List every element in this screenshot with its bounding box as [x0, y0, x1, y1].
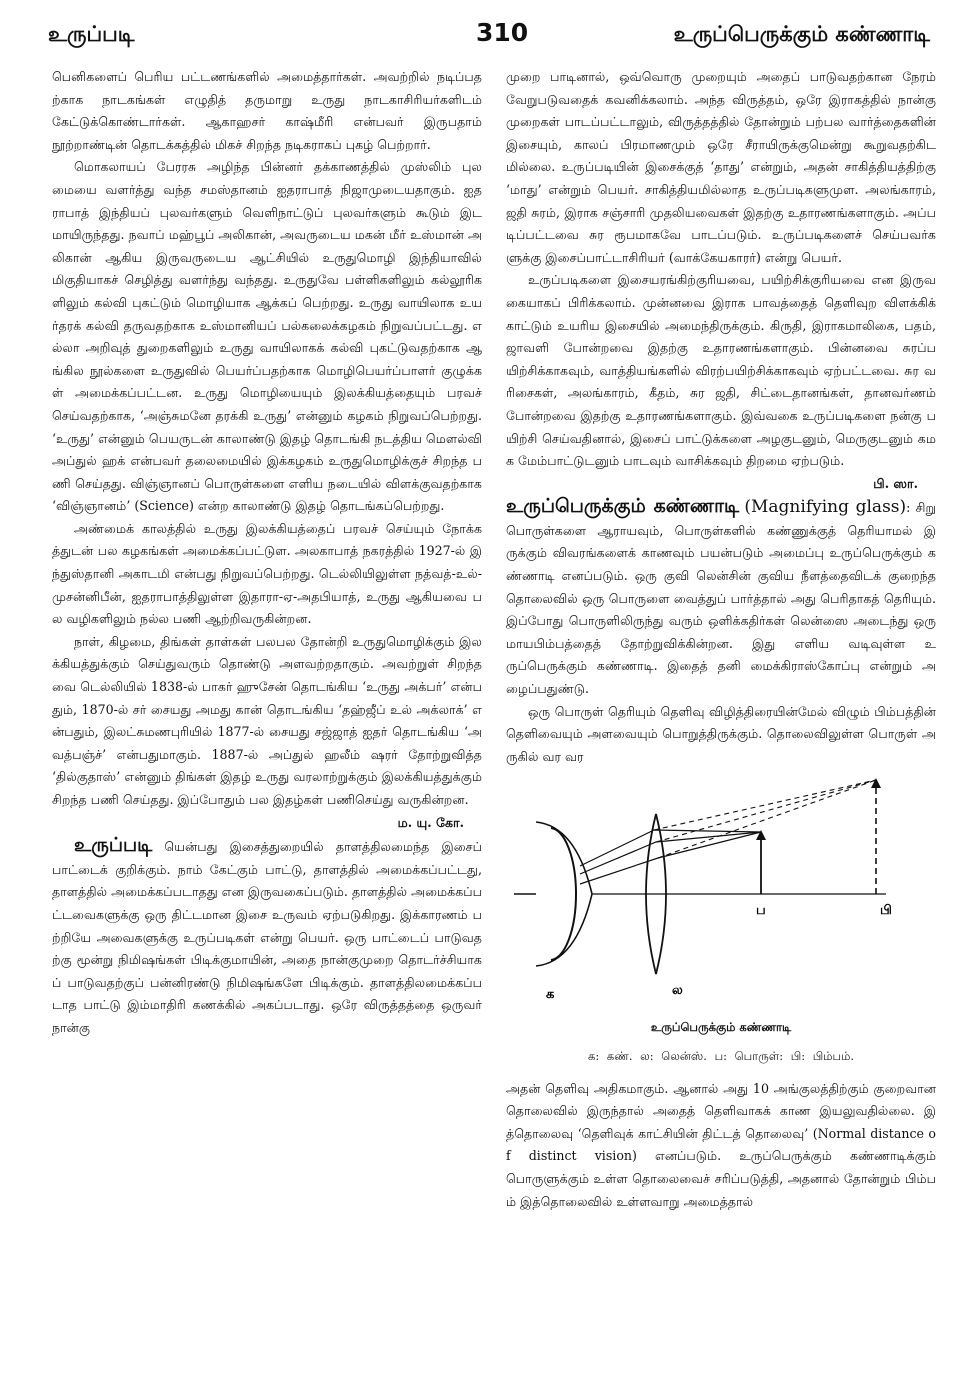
entry-heading: உருப்படி: [74, 834, 153, 857]
running-head-left: உருப்படி: [48, 22, 135, 46]
entry-heading: உருப்பெருக்கும் கண்ணாடி: [506, 495, 740, 518]
author-initials: பி. ஸா.: [873, 475, 918, 491]
eye-outline: [536, 822, 592, 966]
virtual-ray-3: [654, 780, 876, 830]
virtual-ray-2: [658, 780, 876, 858]
paragraph: அதன் தெளிவு அதிகமாகும். ஆனால் அது 10 அங்குலத்திற்கும் குறைவான தொலைவில் இருந்தால் அதைத் தெளிவாகக் காண இயலுவதில்லை. இத்தொலைவு ‘தெளிவுக் காட்சியின் திட்டத் தொலைவு’ (Normal distance of distinct vision) எனப்படும். உருப்பெருக்கும் கண்ணாடிக்கும் பொருளுக்கும் உள்ள தொலைவைச் சரிப்படுத்தி, அதனால் தோன்றும் பிம்பம் இத்தொலைவில் உள்ளவாறு அமைத்தால்: [506, 1080, 936, 1209]
ray-3: [580, 830, 761, 866]
author-initials: ம. யு. கோ.: [397, 814, 464, 830]
figure-title: உருப்பெருக்கும் கண்ணாடி: [650, 1020, 792, 1035]
entry-paragraph: [506, 495, 936, 700]
paragraph: ஒரு பொருள் தெரியும் தெளிவு விழித்திரையின்மேல் விழும் பிம்பத்தின் தெளிவையும் அளவையும் பொறுத்திருக்கும். தொலைவிலுள்ள பொருள் அருகில் வர வர: [506, 703, 936, 764]
entry-english-term: (Magnifying glass): [744, 497, 907, 518]
paragraph: உருப்படிகளை இசையரங்கிற்குரியவை, பயிற்சிக்குரியவை என இருவகையாகப் பிரிக்கலாம். முன்னவை இராக பாவத்தைத் தெளிவுற விளக்கிக் காட்டும் உயரிய இசையில் அமைந்திருக்கும். கிருதி, இராகமாலிகை, பதம், ஜாவளி போன்றவை இதற்கு உதாரணங்களாகும். பின்னவை சுரப்பயிற்சிக்காகவும், வாத்தியங்களில் விரற்பயிற்சிக்காகவும் ஏற்பட்டவை. சுர வரிசைகள், அலங்காரம், கீதம், சுர ஜதி, சிட்டைதானங்கள், தானவர்ணம் போன்றவை இதற்கு உதாரணங்களாகும். இவ்வகை உருப்படிகளை நன்கு பயிற்சி செய்வதினால், இசைப் பாட்டுக்களை அழகுடனும், மெருகுடனும் கமக மேம்பாட்டுடனும் பாடவும் வாசிக்கவும் திறமை ஏற்படும்.: [506, 272, 936, 469]
entry-paragraph: [52, 834, 482, 1039]
page-number: 310: [476, 18, 529, 47]
label-lens: ல: [672, 983, 683, 999]
eye-front-curve-top: [551, 828, 576, 894]
ray-diagram: [506, 774, 936, 1014]
left-column: [52, 66, 482, 1366]
magnifying-glass-figure: [506, 774, 936, 1067]
running-head-right: உருப்பெருக்கும் கண்ணாடி: [673, 22, 930, 46]
paragraph: [52, 631, 482, 812]
virtual-ray-1: [656, 780, 876, 842]
label-object: ப: [756, 903, 766, 919]
entry-text: யென்பது இசைத்துறையில் தாளத்திலமைந்த இசைப் பாட்டைக் குறிக்கும். நாம் கேட்கும் பாட்டு, தாளத்தில் அமைக்கப்பட்டது, தாளத்தில் அமைக்கப்படாதது என இருவகைப்படும். தாளத்தில் அமைக்கப்பட்டவைகளுக்கு ஒரு திட்டமான இசை உருவம் ஏற்படுகிறது. இக்காரணம் பற்றியே அவைகளுக்கு உருப்படிகள் என்று பெயர். ஒரு பாட்டைப் பாடுவதற்கு மூன்று நிமிஷங்கள் பிடிக்குமாயின், அதை நான்குமுறை தொடர்ச்சியாகப் பாடுவதற்குப் பன்னிரண்டு நிமிஷங்களே பிடிக்கும். தாளத்திலமைக்கப்படாத பாட்டு இம்மாதிரி கணக்கில் அகப்படாது. ஒரே விருத்தத்தை ஒருவர் நான்கு: [52, 839, 482, 1035]
label-eye: க: [546, 987, 555, 1003]
paragraph-text: நாள், கிழமை, திங்கள் தாள்கள் பலபல தோன்றி உருதுமொழிக்கும் இலக்கியத்துக்கும் செய்துவரும் தொண்டு அளவற்றதாகும். அவற்றுள் சிறந்தவை டெல்லியில் 1838-ல் பாகர் ஹுசேன் தொடங்கிய ‘உருது அக்பர்’ என்பதும், 1870-ல் சர் சையது அமது கான் தொடங்கிய ‘தஹ்ஜீப் உல் அக்லாக்’ என்பதும், இலட்சுமணபுரியில் 1877-ல் சையது சஜ்ஜாத் ஐதர் தொடங்கிய ‘அவத்பஞ்ச்’ என்பதுமாகும். 1887-ல் அப்துல் ஹலீம் ஷரர் தோற்றுவித்த ‘தில்குதாஸ்’ என்னும் திங்கள் இதழ் உருது வரலாற்றுக்கும் இலக்கியத்துக்கும் சிறந்த பணி செய்தது. இப்போதும் பல இதழ்கள் பணிசெய்து வருகின்றன.: [52, 633, 482, 807]
paragraph: மொகலாயப் பேரரசு அழிந்த பின்னர் தக்காணத்தில் முஸ்லிம் புலமையை வளர்த்து வந்த சமஸ்தானம் ஐதராபாத் நிஜாமுடையதாகும். ஐதராபாத் இந்தியப் புலவர்களும் வெளிநாட்டுப் புலவர்களும் கூடும் இடமாயிருந்தது. நவாப் மஹ்பூப் அலிகான், அவருடைய மகன் மீர் உஸ்மான் அலிகான் ஆகிய இருவருடைய ஆட்சியில் உருதுமொழி இந்தியாவில் மிகுதியாகச் செழித்து வளர்ந்து வந்தது. உருதுவே பள்ளிகளிலும் கல்லூரிகளிலும் கல்வி புகட்டும் மொழியாக ஆக்கப் பெற்றது. உருது வாயிலாக உயர்தரக் கல்வி தருவதற்காக உஸ்மானியப் பல்கலைக்கழகம் நிறுவப்பட்டது. எல்லா அறிவுத் துறைகளிலும் உருது வாயிலாகக் கல்வி புகட்டுவதற்காக ஆங்கில நூல்களை உருதுவில் பெயர்ப்பதற்காக மொழிபெயர்ப்பாளர் குழுக்கள் அமைக்கப்பட்டன. உருது மொழியையும் இலக்கியத்தையும் பரவச் செய்வதற்காக, ‘அஞ்சுமனே தரக்கி உருது’ என்னும் கழகம் நிறுவப்பெற்றது. ‘உருது’ என்னும் பெயருடன் காலாண்டு இதழ் தொடங்கி நடத்திய மௌல்வி அப்துல் ஹக் என்பவர் தலைமையில் இக்கழகம் உருதுமொழிக்குச் சிறந்த பணி செய்தது. விஞ்ஞானப் பொருள்களை எளிய நடையில் விளக்குவதற்காக ‘விஞ்ஞானம்’ (Science) என்ற காலாண்டு இதழ் தொடங்கப்பெற்றது.: [52, 159, 482, 514]
paragraph: பெனிகளைப் பெரிய பட்டணங்களில் அமைத்தார்கள். அவற்றில் நடிப்பதற்காக நாடகங்கள் எழுதித் தருமாறு உருது நாடகாசிரியர்களிடம் கேட்டுக்கொண்டார்கள். ஆகாஹசர் காஷ்மீரி என்பவர் இருபதாம் நூற்றாண்டின் தொடக்கத்தில் மிகச் சிறந்த நடிகராகப் புகழ் பெற்றார்.: [52, 69, 482, 152]
image-arrowhead: [871, 778, 881, 788]
paragraph: அண்மைக் காலத்தில் உருது இலக்கியத்தைப் பரவச் செய்யும் நோக்கத்துடன் பல கழகங்கள் அமைக்கப்பட்டுள. அலகாபாத் நகரத்தில் 1927-ல் இந்துஸ்தானி அகாடமி என்பது நிறுவப்பெற்றது. டெல்லியிலுள்ள நத்வத்-உல்-முசன்னிபீன், ஐதராபாத்திலுள்ள இதாரா-ஏ-அதபியாத், உருது ஆகியவை பல வழிகளிலும் நல்ல பணி ஆற்றிவருகின்றன.: [52, 520, 482, 627]
eye-front-curve: [551, 894, 576, 960]
right-column: [506, 66, 936, 1366]
page-header: [48, 18, 930, 54]
entry-text: : சிறு பொருள்களை ஆராயவும், பொருள்களில் கண்ணுக்குத் தெரியாமல் இருக்கும் விவரங்களைக் காணவும் பயன்படும் அமைப்பு உருப்பெருக்கும் கண்ணாடி எனப்படும். ஒரு குவி லென்சின் குவிய நீளத்தைவிடக் குறைந்த தொலைவில் ஒரு பொருளை வைத்துப் பார்த்தால் அது பெரிதாகத் தெரியும். இப்போது பொருளிலிருந்து வரும் ஒளிக்கதிர்கள் லென்ஸை அடைந்து ஒரு மாயபிம்பத்தைத் தோற்றுவிக்கின்றன. இது எளிய வடிவுள்ள உருப்பெருக்கும் கண்ணாடி. இதைத் தனி மைக்கிராஸ்கோப்பு என்றும் அழைப்பதுண்டு.: [506, 500, 936, 697]
ray-2: [580, 832, 761, 884]
label-image: பி: [880, 903, 892, 919]
paragraph: முறை பாடினால், ஒவ்வொரு முறையும் அதைப் பாடுவதற்கான நேரம் வேறுபடுவதைக் கவனிக்கலாம். அந்த விருத்தம், ஒரே இராகத்தில் நான்கு முறைகள் பாடப்பட்டாலும், விருத்தத்தில் தோன்றும் பற்பல வார்த்தைகளின் இசையும், காலப் பிரமாணமும் ஒரே சீராயிருக்குமென்று கூறுவதற்கிடமில்லை. உருப்படியின் இசைக்குத் ‘தாது’ என்றும், அதன் சாகித்தியத்திற்கு ‘மாது’ என்றும் பெயர். சாகித்தியமில்லாத உருப்படிகளுமுள. அலங்காரம், ஜதி சுரம், இராக சஞ்சாரி முதலியவைகள் இதற்கு உதாரணங்களாகும். அப்படிப்பட்டவை சுர ரூபமாகவே பாடப்படும். உருப்படிகளைச் செய்பவர்களுக்கு இசைப்பாட்டாசிரியர் (வாக்கேயகாரர்) என்று பெயர்.: [506, 69, 936, 265]
figure-legend: க: கண். ல: லென்ஸ். ப: பொருள்: பி: பிம்பம்.: [588, 1049, 854, 1063]
